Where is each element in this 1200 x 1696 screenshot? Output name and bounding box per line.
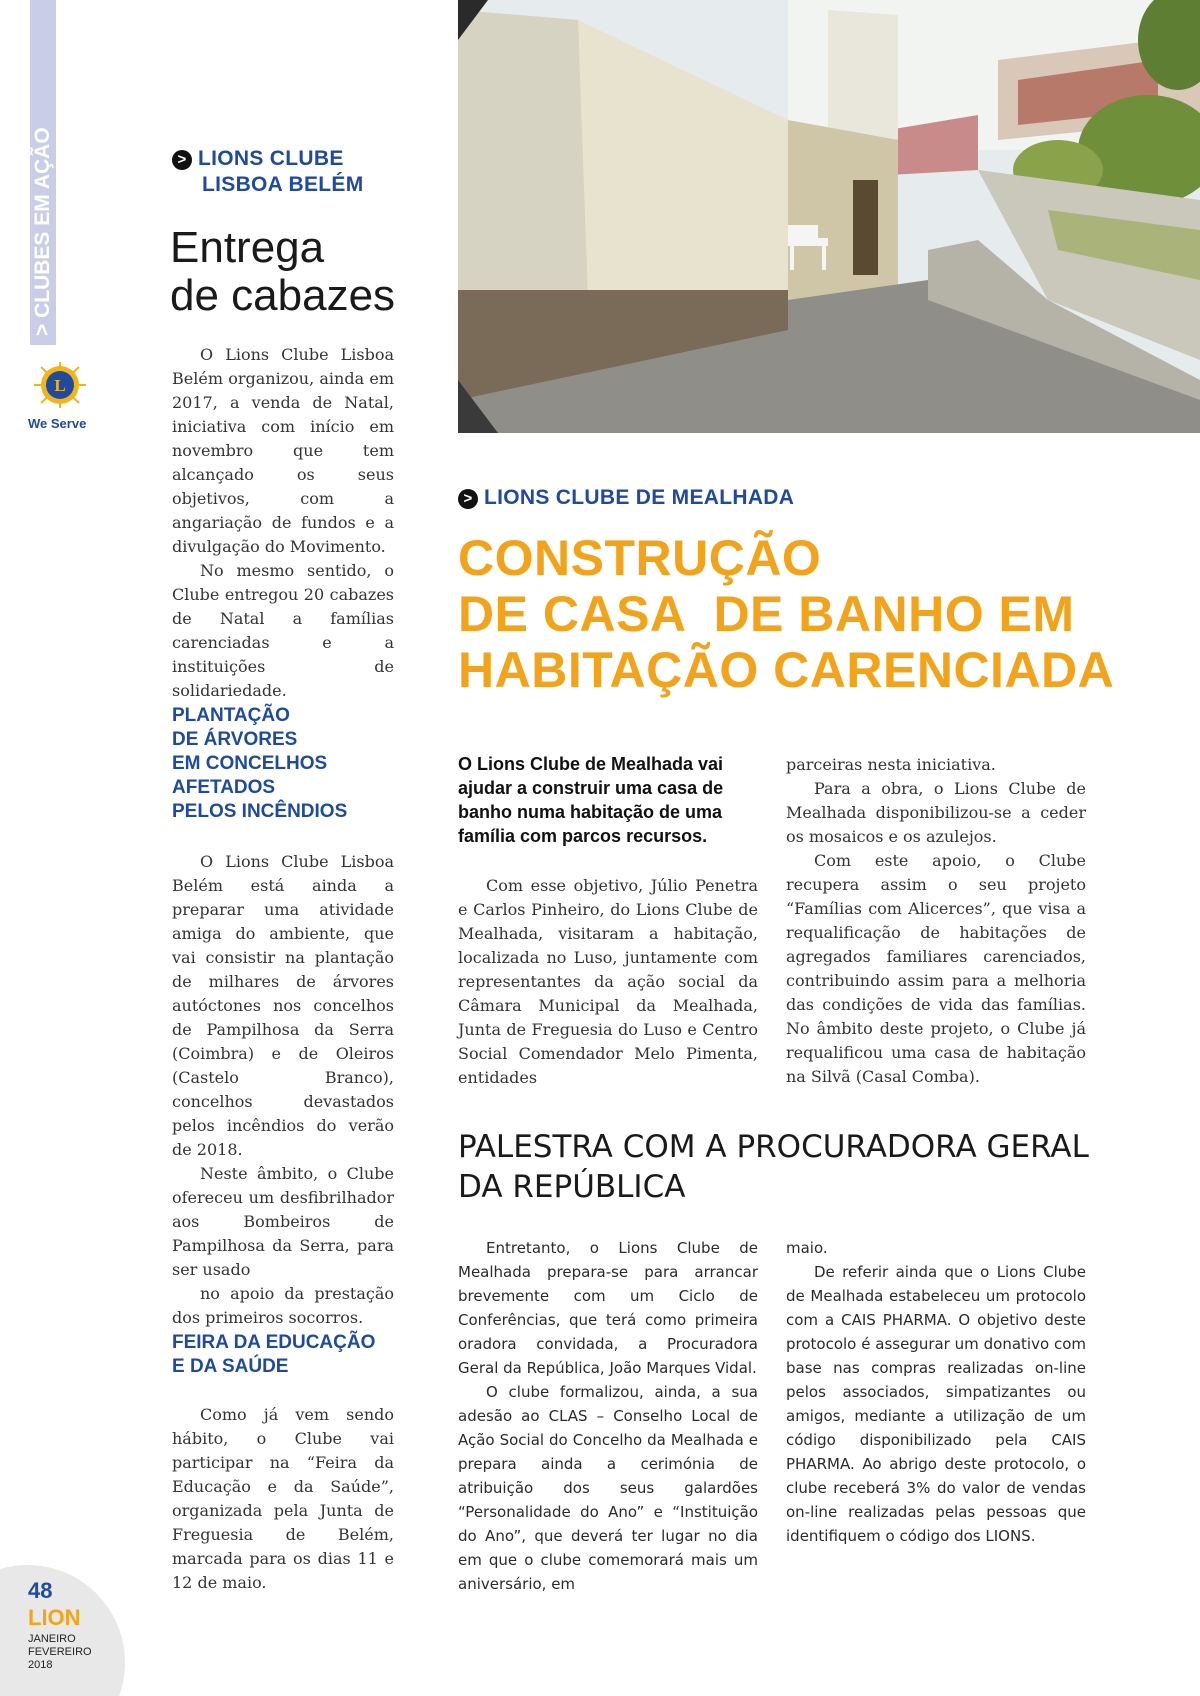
arrow-right-icon: > (458, 489, 478, 509)
subheading-line: E DA SAÚDE (172, 1356, 289, 1377)
left-subheading-plantacao (172, 704, 394, 824)
article-photo (458, 0, 1200, 433)
left-kicker-line2: LISBOA BELÉM (202, 173, 364, 196)
right-title-line3: HABITAÇÃO CARENCIADA (458, 642, 1115, 698)
palestra-title-line2: DA REPÚBLICA (458, 1169, 686, 1205)
subheading-line: EM CONCELHOS (172, 753, 328, 774)
right-kicker-text: LIONS CLUBE DE MEALHADA (484, 486, 795, 509)
left-subheading-feira (172, 1331, 394, 1379)
left-title-line1: Entrega (170, 223, 325, 272)
subheading-line: PELOS INCÊNDIOS (172, 801, 348, 822)
section-label: > CLUBES EM AÇÃO (31, 127, 54, 336)
magazine-name: LION (28, 1605, 81, 1630)
paragraph: Com este apoio, o Clube recupera assim o seu projeto “Famílias com Alicerces”, que visa a requalificação de habitações de agregados familiares carenciados, contribuindo assim para a melhoria das condições de vida das famílias. No âmbito deste projeto, o Clube já requalificou uma casa de habitação na Silvã (Casal Comba). (786, 851, 1086, 1086)
right-lead: O Lions Clube de Mealhada vai ajudar a construir uma casa de banho numa habitação de uma família com parcos recursos. (458, 754, 724, 846)
palestra-column-2 (786, 1236, 1086, 1548)
paragraph: no apoio da prestação dos primeiros socorros. (172, 1284, 394, 1327)
right-article-title (458, 530, 1178, 698)
right-kicker (458, 485, 1158, 511)
page-number: 48 (28, 1578, 53, 1603)
paragraph: O Lions Clube Lisboa Belém está ainda a preparar uma atividade amiga do ambiente, que vai consistir na plantação de milhares de árvores autóctones nos concelhos de Pampilhosa da Serra (Coimbra) e de Oleiros (Castelo Branco), concelhos devastados pelos incêndios do verão de 2018. (172, 852, 394, 1159)
right-title-line1: CONSTRUÇÃO (458, 530, 822, 586)
svg-text:L: L (54, 376, 66, 395)
right-title-line2: DE CASA DE BANHO EM (458, 586, 1075, 642)
paragraph: Neste âmbito, o Clube ofereceu um desfibrilhador aos Bombeiros de Pampilhosa da Serra, para ser usado (172, 1164, 394, 1279)
issue-month-2: FEVEREIRO (28, 1646, 92, 1658)
paragraph: parceiras nesta iniciativa. (786, 755, 996, 774)
subheading-line: PLANTAÇÃO (172, 705, 290, 726)
palestra-column-1 (458, 1236, 758, 1596)
paragraph: Com esse objetivo, Júlio Penetra e Carlos Pinheiro, do Lions Clube de Mealhada, visitaram a habitação, localizada no Luso, juntamente com representantes da ação social da Câmara Municipal da Mealhada, Junta de Freguesia do Luso e Centro Social Comendador Melo Pimenta, entidades (458, 876, 758, 1087)
paragraph: O clube formalizou, ainda, a sua adesão ao CLAS – Conselho Local de Ação Social do Concelho da Mealhada e prepara ainda a cerimónia de atribuição dos seus galardões “Personalidade do Ano” e “Instituição do Ano”, que deverá ter lugar no dia em que o clube comemorará mais um aniversário, em (458, 1383, 758, 1593)
logo-caption: We Serve (28, 416, 87, 431)
paragraph: maio. (786, 1239, 828, 1257)
paragraph: O Lions Clube Lisboa Belém organizou, ainda em 2017, a venda de Natal, iniciativa com início em novembro que tem alcançado os seus objetivos, com a angariação de fundos e a divulgação do Movimento. (172, 345, 394, 556)
left-body-1 (172, 343, 394, 703)
left-body-3 (172, 1403, 394, 1595)
subheading-line: FEIRA DA EDUCAÇÃO (172, 1332, 376, 1353)
paragraph: Para a obra, o Lions Clube de Mealhada disponibilizou-se a ceder os mosaicos e os azulejos. (786, 779, 1086, 846)
palestra-title-line1: PALESTRA COM A PROCURADORA GERAL (458, 1129, 1089, 1165)
left-article-title (170, 224, 410, 320)
arrow-right-icon: > (172, 150, 192, 170)
paragraph: Como já vem sendo hábito, o Clube vai participar na “Feira da Educação e da Saúde”, organizada pela Junta de Freguesia de Belém, marcada para os dias 11 e 12 de maio. (172, 1405, 394, 1592)
issue-month-1: JANEIRO (28, 1633, 76, 1645)
issue-year: 2018 (28, 1659, 53, 1671)
left-body-2 (172, 850, 394, 1330)
subheading-line: DE ÁRVORES (172, 729, 298, 750)
palestra-title (458, 1127, 1098, 1207)
subheading-line: AFETADOS (172, 777, 276, 798)
paragraph: No mesmo sentido, o Clube entregou 20 cabazes de Natal a famílias carenciadas e a instituições de solidariedade. (172, 561, 394, 700)
paragraph: Entretanto, o Lions Clube de Mealhada prepara-se para arrancar brevemente com um Ciclo de Conferências, que terá como primeira oradora convidada, a Procuradora Geral da República, João Marques Vidal. (458, 1239, 758, 1377)
right-column-2 (786, 753, 1086, 1089)
lions-logo (28, 360, 92, 410)
paragraph: De referir ainda que o Lions Clube de Mealhada estabeleceu um protocolo com a CAIS PHARMA. O objetivo deste protocolo é assegurar um donativo com base nas compras realizadas on-line pelos associados, simpatizantes ou amigos, mediante a utilização de um código disponibilizado pela CAIS PHARMA. Ao abrigo deste protocolo, o clube receberá 3% do valor de vendas on-line realizadas pelas pessoas que identifiquem o código dos LIONS. (786, 1263, 1086, 1545)
left-title-line2: de cabazes (170, 271, 396, 320)
issue-date (28, 1633, 92, 1672)
right-column-1 (458, 874, 758, 1090)
left-kicker (172, 146, 402, 198)
left-kicker-line1: LIONS CLUBE (198, 147, 344, 170)
